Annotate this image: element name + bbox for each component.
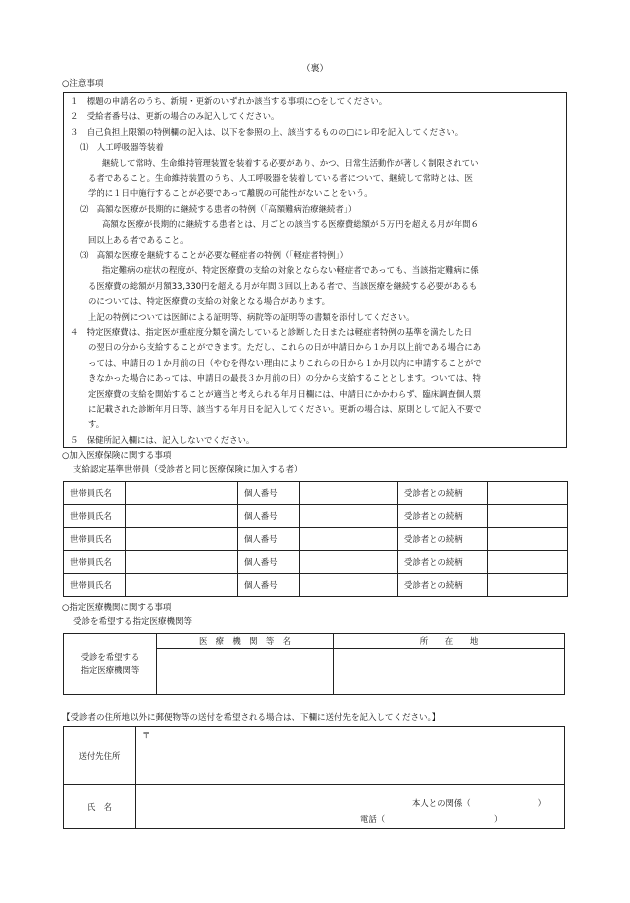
note-line: ３ 自己負担上限額の特例欄の記入は、以下を参照の上、該当するものの□にレ印を記入してください。 (70, 126, 464, 137)
household-name-label: 世帯員氏名 (64, 505, 126, 528)
note-line: きなかった場合にあっては、申請日の最長３か月前の日）の分から支給することとします。ついては、特 (88, 373, 481, 384)
facility-heading: ○指定医療機関に関する事項 (62, 603, 172, 613)
relation-to-patient-label: 受診者との続柄 (398, 482, 488, 505)
note-line: す。 (88, 419, 105, 430)
relation-to-patient-field[interactable] (488, 551, 568, 574)
personal-number-field[interactable] (300, 528, 398, 551)
relation-to-patient-field[interactable] (488, 505, 568, 528)
mailing-address-label: 送付先住所 (64, 727, 136, 785)
note-line: の翌日の分から支給することができます。ただし、これらの日が申請日から１か月以上前である場合にあ (88, 342, 481, 353)
note-line: ⑵ 高額な医療が長期的に継続する患者の特例（「高額難病治療継続者」） (80, 203, 357, 214)
personal-number-label: 個人番号 (238, 528, 300, 551)
facility-address-field[interactable] (334, 649, 565, 695)
note-line: ⑴ 人工呼吸器等装着 (80, 142, 164, 153)
household-name-label: 世帯員氏名 (64, 528, 126, 551)
facility-col-address: 所 在 地 (334, 634, 565, 649)
mailing-heading: 【受診者の住所地以外に郵便物等の送付を希望される場合は、下欄に送付先を記入してください。】 (62, 713, 441, 723)
note-line: に記載された診断年月日等、該当する年月日を記入してください。更新の場合は、原則として記入不要で (88, 404, 482, 414)
relation-to-patient-field[interactable] (488, 528, 568, 551)
insurance-heading: ○加入医療保険に関する事項 (62, 451, 172, 461)
household-name-label: 世帯員氏名 (64, 482, 126, 505)
phone-label: 電話（ ） (360, 814, 503, 824)
household-name-field[interactable] (126, 551, 238, 574)
note-line: 継続して常時、生命維持管理装置を装着する必要があり、かつ、日常生活動作が著しく制限されてい (102, 157, 479, 168)
mailing-table (63, 726, 565, 829)
household-member-row (64, 574, 568, 597)
postal-mark: 〒 (142, 730, 151, 740)
relation-to-patient-label: 受診者との続柄 (398, 528, 488, 551)
facility-row-label (64, 634, 157, 695)
facility-row-label-line2: 指定医療機関等 (80, 665, 140, 675)
relation-to-patient-field[interactable] (488, 574, 568, 597)
personal-number-field[interactable] (300, 505, 398, 528)
household-member-row (64, 528, 568, 551)
household-member-row (64, 482, 568, 505)
note-line: 定医療費の支給を開始することが適当と考えられる年月日欄には、申請日にかかわらず、臨床調査個人票 (88, 388, 481, 399)
note-line: ２ 受給者番号は、更新の場合のみ記入してください。 (70, 111, 280, 122)
household-member-row (64, 505, 568, 528)
note-line: 指定難病の症状の程度が、特定医療費の支給の対象とならない軽症者であっても、当該指定難病に係 (102, 265, 479, 276)
relation-to-patient-label: 受診者との続柄 (398, 574, 488, 597)
insurance-table (63, 481, 568, 597)
household-member-row (64, 551, 568, 574)
note-line: 高額な医療が長期的に継続する患者とは、月ごとの該当する医療費総額が５万円を超える月が年間６ (102, 219, 479, 230)
mailing-name-label: 氏 名 (64, 785, 136, 829)
mailing-address-field[interactable] (136, 727, 565, 785)
facility-name-field[interactable] (157, 649, 334, 695)
facility-subheading: 受診を希望する指定医療機関等 (73, 617, 193, 627)
page-marker: （裏） (301, 64, 329, 74)
household-name-field[interactable] (126, 528, 238, 551)
note-line: ４ 特定医療費は、指定医が重症度分類を満たしていると診断した日または軽症者特例の基準を満たした日 (70, 327, 472, 337)
relation-label: 本人との関係（ ） (412, 798, 546, 808)
relation-to-patient-field[interactable] (488, 482, 568, 505)
facility-col-name: 医 療 機 関 等 名 (157, 634, 334, 649)
personal-number-field[interactable] (300, 482, 398, 505)
personal-number-label: 個人番号 (238, 551, 300, 574)
note-line: ⑶ 高額な医療を継続することが必要な軽症者の特例（「軽症者特例」） (80, 250, 348, 260)
note-line: のについては、特定医療費の支給の対象となる場合があります。 (88, 296, 331, 307)
facility-table (63, 633, 565, 695)
notes-heading: ○注意事項 (62, 79, 104, 89)
personal-number-field[interactable] (300, 551, 398, 574)
note-line: １ 標題の申請名のうち、新規・更新のいずれか該当する事項に○をしてください。 (70, 96, 388, 106)
relation-to-patient-label: 受診者との続柄 (398, 505, 488, 528)
note-line: る医療費の総額が月額33,330円を超える月が年間３回以上ある者で、当該医療を継続する必要があるも (88, 280, 478, 291)
notes-box (63, 92, 567, 448)
personal-number-label: 個人番号 (238, 574, 300, 597)
note-line: 学的に１日中施行することが必要であって離脱の可能性がないことをいう。 (88, 188, 373, 199)
personal-number-label: 個人番号 (238, 505, 300, 528)
personal-number-field[interactable] (300, 574, 398, 597)
household-name-field[interactable] (126, 574, 238, 597)
note-line: 上記の特例については医師による証明等、病院等の証明等の書類を添付してください。 (88, 311, 415, 322)
note-line: る者であること。生命維持装置のうち、人工呼吸器を装着している者について、継続して常時とは、医 (88, 173, 473, 183)
relation-to-patient-label: 受診者との続柄 (398, 551, 488, 574)
facility-row-label-line1: 受診を希望する (80, 652, 140, 663)
insurance-subheading: 支給認定基準世帯員（受診者と同じ医療保険に加入する者） (73, 465, 303, 475)
note-line: っては、申請日の１か月前の日（やむを得ない理由によりこれらの日から１か月以内に申請することがで (88, 357, 482, 368)
household-name-field[interactable] (126, 505, 238, 528)
household-name-label: 世帯員氏名 (64, 551, 126, 574)
household-name-label: 世帯員氏名 (64, 574, 126, 597)
note-line: ５ 保健所記入欄には、記入しないでください。 (70, 434, 255, 445)
personal-number-label: 個人番号 (238, 482, 300, 505)
mailing-name-field[interactable] (136, 785, 565, 829)
household-name-field[interactable] (126, 482, 238, 505)
note-line: 回以上ある者であること。 (88, 234, 189, 245)
